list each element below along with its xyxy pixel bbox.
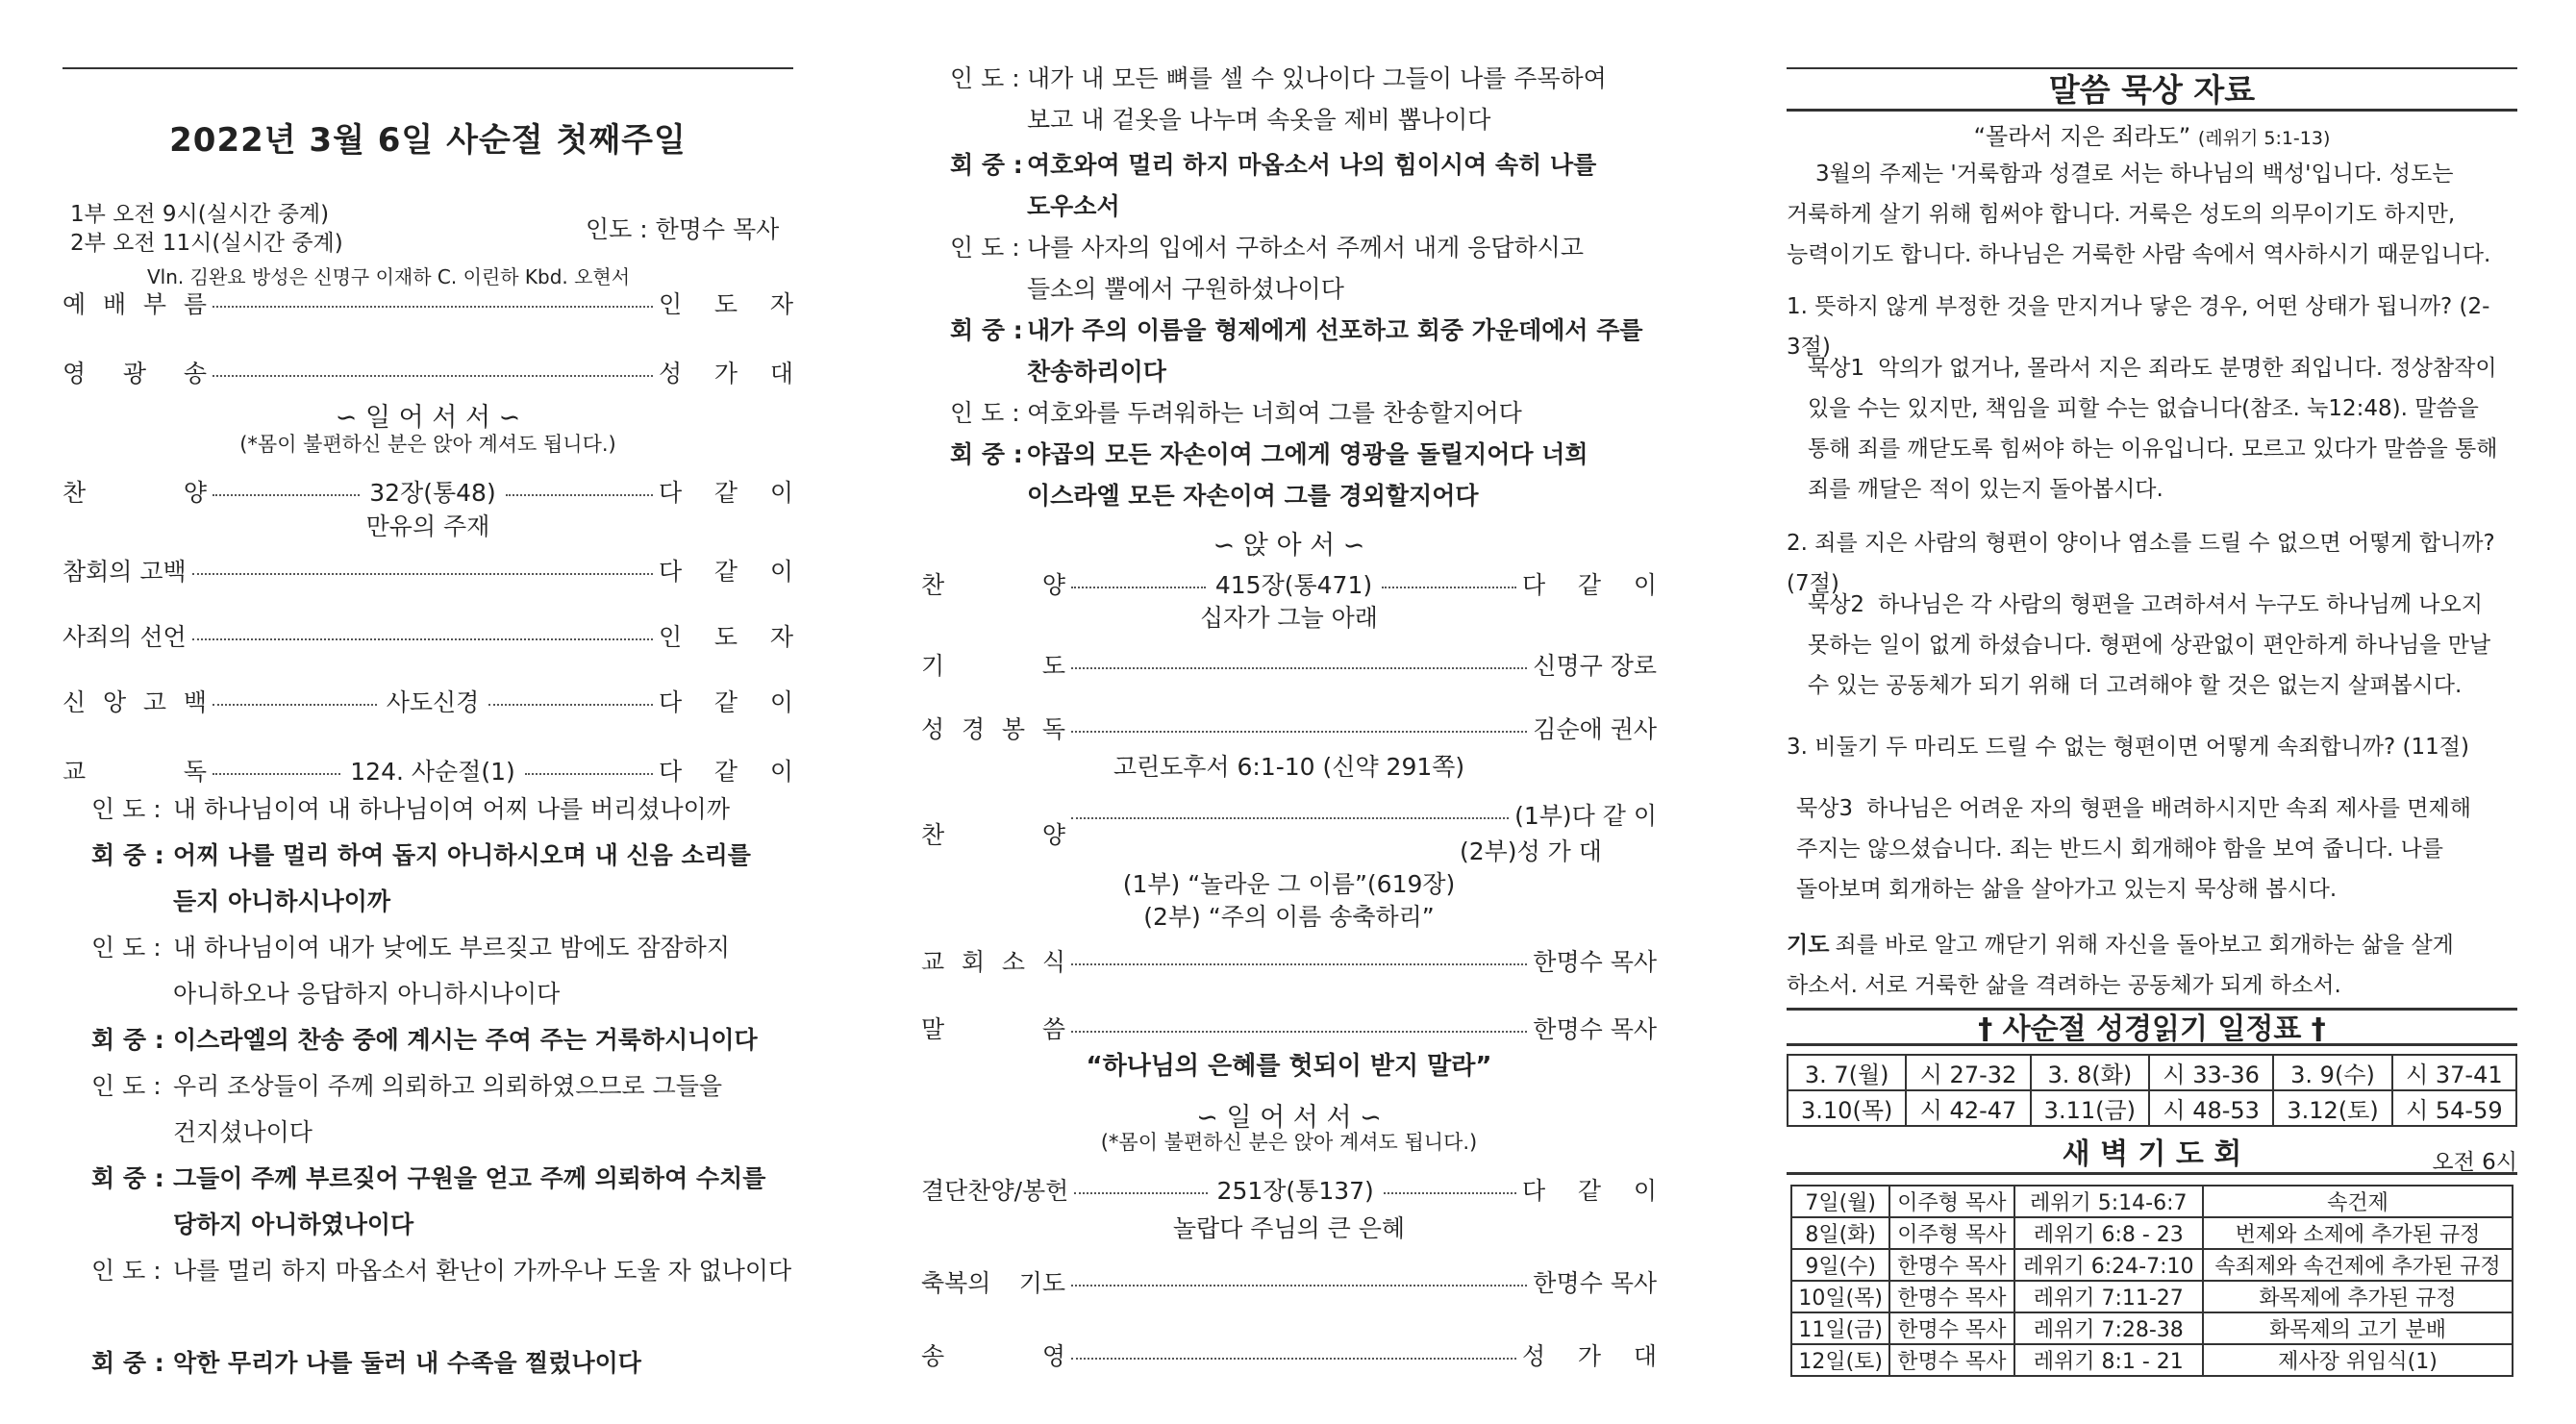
sit-down-marker: ∽ 앉 아 서 ∽ [1213,531,1365,561]
responsive-line: 인 도 : 내 하나님이여 내 하나님이여 어찌 나를 버리셨나이까 [91,795,730,823]
meditation-3: 묵상3 하나님은 어려운 자의 형편을 배려하시지만 속죄 제사를 면제해 주지는 않으셨습니다. 죄는 반드시 회개해야 함을 보여 줍니다. 나를 돌아보며 회개하는 삶을 살아가고 있는지 묵상해 봅시다. [1796,796,2471,902]
responsive-line: 회 중 : 이스라엘의 찬송 중에 계시는 주여 주는 거룩하시니이다 [91,1026,758,1054]
responsive-line: 인 도 : 내 하나님이여 내가 낮에도 부르짖고 밤에도 잠잠하지 아니하오나 응답하지 아니하시나이다 [91,934,730,1008]
choir-second-service: (2부)성 가 대 [1460,837,1602,865]
stand-up-note: (*몸이 불편하신 분은 앉아 계셔도 됩니다.) [1100,1131,1478,1154]
lent-reading-schedule [1787,1054,2517,1127]
order-item: 말 씀 한명수 목사 [921,1015,1657,1043]
table-row: 8일(화) 이주형 목사 레위기 6:8 - 23 번제와 소제에 추가된 규정 [1791,1217,2513,1249]
worship-order-continued-column [921,0,1657,1424]
responsive-line: 회 중 : 내가 주의 이름을 형제에게 선포하고 회중 가운데에서 주를 찬송하리이다 [950,316,1643,386]
order-item: 찬 양 32장(통48) 다 같 이 [63,479,793,507]
dawn-prayer-time: 오전 6시 [2432,1150,2517,1175]
question-1: 1. 뜻하지 않게 부정한 것을 만지거나 닿은 경우, 어떤 상태가 됩니까? (2-3절) [1787,294,2490,360]
service-second: 2부 오전 11시(실시간 중계) [70,231,343,256]
order-item: 영 광 송 성 가 대 [63,360,793,387]
responsive-line: 회 중 : 그들이 주께 부르짖어 구원을 얻고 주께 의뢰하여 수치를 당하지 아니하였나이다 [91,1164,766,1238]
question-3: 3. 비둘기 두 마리도 드릴 수 없는 형편이면 어떻게 속죄합니까? (11절) [1787,735,2469,760]
meditation-subtitle: “몰라서 지은 죄라도” (레위기 5:1-13) [1973,123,2331,150]
stand-up-marker: ∽ 일 어 서 서 ∽ [1196,1103,1382,1133]
service-first: 1부 오전 9시(실시간 중계) [70,202,330,227]
question-2: 2. 죄를 지은 사람의 형편이 양이나 염소를 드릴 수 없으면 어떻게 합니까? (7절) [1787,531,2495,596]
dawn-prayer-title: 새 벽 기 도 회 [1787,1135,2517,1175]
order-item: 참회의 고백 다 같 이 [63,558,793,586]
responsive-line: 회 중 : 야곱의 모든 자손이여 그에게 영광을 돌릴지어다 너희 이스라엘 모든 자손이여 그를 경외할지어다 [950,440,1588,510]
top-rule [1787,67,2517,69]
responsive-line: 인 도 : 내가 내 모든 뼈를 셀 수 있나이다 그들이 나를 주목하여 보고 내 겉옷을 나누며 속옷을 제비 뽑나이다 [950,64,1607,134]
table-row: 12일(토) 한명수 목사 레위기 8:1 - 21 제사장 위임식(1) [1791,1344,2513,1376]
meditation-column [1787,0,2517,1424]
table-row: 3. 7(월) 시 27-32 3. 8(화) 시 33-36 3. 9(수) 시 37-41 [1788,1055,2516,1090]
order-item: 신 앙 고 백 사도신경 다 같 이 [63,688,794,716]
lent-schedule-title: † 사순절 성경읽기 일정표 † [1787,1008,2517,1046]
responsive-line: 인 도 : 우리 조상들이 주께 의뢰하고 의뢰하였으므로 그들을 건지셨나이다 [91,1072,723,1146]
responsive-line: 회 중 : 여호와여 멀리 하지 마옵소서 나의 힘이시여 속히 나를 도우소서 [950,151,1597,220]
responsive-line: 회 중 : 악한 무리가 나를 둘러 내 수족을 찔렀나이다 [91,1349,641,1377]
closing-prayer: 기도 죄를 바로 알고 깨닫기 위해 자신을 돌아보고 회개하는 삶을 살게 하소서. 서로 거룩한 삶을 격려하는 공동체가 되게 하소서. [1787,933,2454,998]
responsive-line: 인 도 : 나를 사자의 입에서 구하소서 주께서 내게 응답하시고 들소의 뿔에서 구원하셨나이다 [950,234,1584,303]
page-title: 2022년 3월 6일 사순절 첫째주일 [169,121,687,160]
stand-up-note: (*몸이 불편하신 분은 앉아 계셔도 됩니다.) [239,433,616,456]
meditation-banner: 말씀 묵상 자료 [1787,71,2517,112]
meditation-2: 묵상2 하나님은 각 사람의 형편을 고려하셔서 누구도 하나님께 나오지 못하는 일이 없게 하셨습니다. 형편에 상관없이 편안하게 하나님을 만날 수 있는 공동체가 되기 위해 더 고려해야 할 것은 없는지 살펴봅시다. [1808,592,2491,698]
order-item: 결단찬양/봉헌 251장(통137) 다 같 이 [921,1177,1658,1205]
responsive-line: 인 도 : 여호와를 두려워하는 너희여 그를 찬송할지어다 [950,399,1522,427]
meditation-intro: 3월의 주제는 '거룩함과 성결로 서는 하나님의 백성'입니다. 성도는 거룩하게 살기 위해 힘써야 합니다. 거룩은 성도의 의무이기도 하지만, 능력이기도 합니다. 하나님은 거룩한 사람 속에서 역사하시기 때문입니다. [1787,162,2491,267]
special-song-first: (1부) “놀라운 그 이름”(619장) [1122,870,1456,898]
order-item: 교 독 124. 사순절(1) 다 같 이 [63,758,794,786]
table-row: 3.10(목) 시 42-47 3.11(금) 시 48-53 3.12(토) 시 54-59 [1788,1090,2516,1126]
order-item: 찬 양 415장(통471) 다 같 이 [921,571,1657,599]
responsive-line: 인 도 : 나를 멀리 하지 마옵소서 환난이 가까우나 도울 자 없나이다 [91,1257,792,1285]
responsive-line: 회 중 : 어찌 나를 멀리 하여 돕지 아니하시오며 내 신음 소리를 듣지 아니하시나이까 [91,841,751,915]
order-item: 찬 양 (1부)다 같 이 [921,802,1657,849]
table-row: 10일(목) 한명수 목사 레위기 7:11-27 화목제에 추가된 규정 [1791,1281,2513,1312]
hymn-title: 놀랍다 주님의 큰 은혜 [1172,1214,1406,1242]
table-row: 11일(금) 한명수 목사 레위기 7:28-38 화목제의 고기 분배 [1791,1312,2513,1344]
dawn-prayer-schedule [1790,1185,2513,1377]
table-row: 9일(수) 한명수 목사 레위기 6:24-7:10 속죄제와 속건제에 추가된 규정 [1791,1249,2513,1281]
order-item: 사죄의 선언 인 도 자 [63,623,793,651]
order-item: 축복의 기도 한명수 목사 [921,1269,1657,1297]
service-leader: 인도 : 한명수 목사 [586,215,780,243]
order-item: 예 배 부 름 인 도 자 [63,290,793,318]
special-song-second: (2부) “주의 이름 송축하리” [1143,903,1435,931]
order-item: 성 경 봉 독 김순애 권사 [921,715,1657,743]
hymn-title: 만유의 주재 [365,512,490,540]
worship-order-column [63,0,793,1424]
order-item: 교 회 소 식 한명수 목사 [921,948,1657,976]
meditation-1: 묵상1 악의가 없거나, 몰라서 지은 죄라도 분명한 죄입니다. 정상참작이 있을 수는 있지만, 책임을 피할 수는 없습니다(참조. 눅12:48). 말씀을 통해 죄를 깨닫도록 힘써야 하는 이유입니다. 모르고 있다가 말씀을 통해 죄를 깨달은 적이 있는지 돌아봅시다. [1808,356,2498,502]
sermon-title: “하나님의 은혜를 헛되이 받지 말라” [1086,1052,1492,1081]
scripture-reference: 고린도후서 6:1-10 (신약 291쪽) [1113,753,1465,781]
order-item: 기 도 신명구 장로 [921,652,1657,680]
stand-up-marker: ∽ 일 어 서 서 ∽ [335,403,521,433]
performers: Vln. 김완요 방성은 신명구 이재하 C. 이린하 Kbd. 오현서 [147,265,631,288]
hymn-title: 십자가 그늘 아래 [1200,604,1378,632]
order-item: 송 영 성 가 대 [921,1342,1657,1370]
table-row: 7일(월) 이주형 목사 레위기 5:14-6:7 속건제 [1791,1186,2513,1217]
top-rule [63,67,793,69]
